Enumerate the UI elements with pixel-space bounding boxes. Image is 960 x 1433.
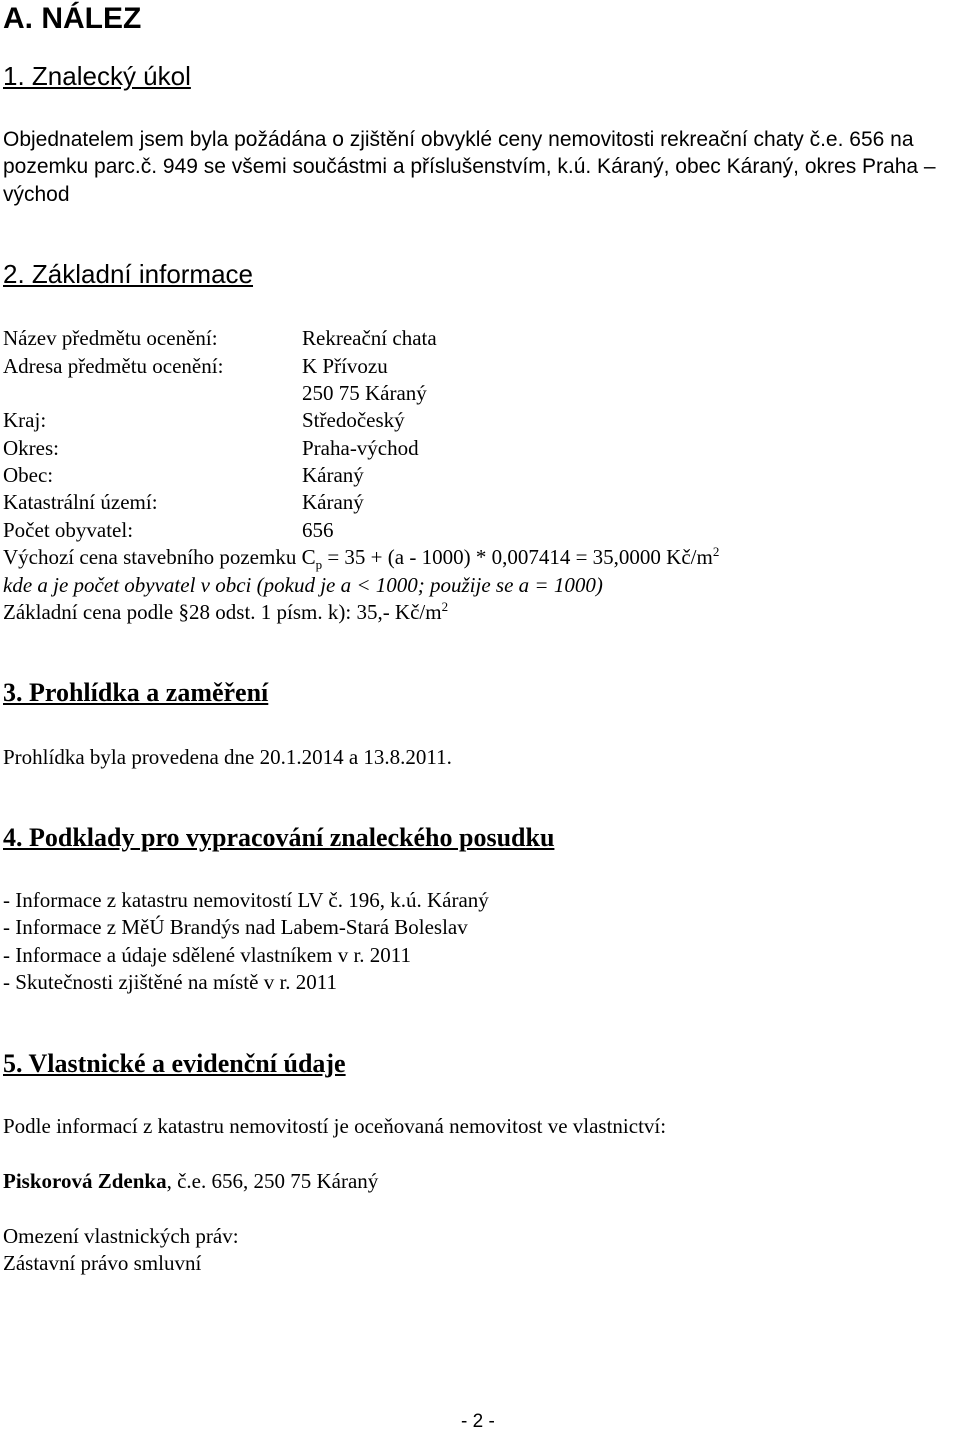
list-item: - Skutečnosti zjištěné na místě v r. 2011 xyxy=(3,970,338,994)
restrictions-value: Zástavní právo smluvní xyxy=(3,1251,202,1275)
base-price-superscript: 2 xyxy=(441,599,449,614)
info-label: Katastrální území: xyxy=(3,490,158,514)
section-1-line-1: Objednatelem jsem byla požádána o zjištění obvyklé ceny nemovitosti rekreační chaty č.e. 656 na xyxy=(3,128,914,151)
section-5-title: 5. Vlastnické a evidenční údaje xyxy=(3,1049,346,1078)
list-item: - Informace z katastru nemovitostí LV č. 196, k.ú. Káraný xyxy=(3,888,489,912)
owner-address: , č.e. 656, 250 75 Káraný xyxy=(166,1169,379,1193)
section-5-intro: Podle informací z katastru nemovitostí je oceňovaná nemovitost ve vlastnictví: xyxy=(3,1114,667,1138)
info-value: Káraný xyxy=(302,463,364,487)
restrictions-label: Omezení vlastnických práv: xyxy=(3,1224,239,1248)
owner-line xyxy=(3,1169,378,1193)
info-value: Středočeský xyxy=(302,408,405,432)
section-1-title: 1. Znalecký úkol xyxy=(3,61,191,91)
page-heading: A. NÁLEZ xyxy=(3,2,142,35)
section-sign: § xyxy=(178,600,190,624)
info-label: Název předmětu ocenění: xyxy=(3,326,218,350)
list-item: - Informace a údaje sdělené vlastníkem v r. 2011 xyxy=(3,943,411,967)
info-label: Adresa předmětu ocenění: xyxy=(3,354,224,378)
base-price xyxy=(3,600,448,624)
base-price-rest: 28 odst. 1 písm. k): 35,- Kč/m xyxy=(189,600,442,624)
price-formula xyxy=(3,544,720,573)
formula-rest: = 35 + (a - 1000) * 0,007414 = 35,0000 Kč/m xyxy=(322,545,713,569)
formula-subscript: p xyxy=(315,557,323,573)
section-1-line-2: pozemku parc.č. 949 se všemi součástmi a příslušenstvím, k.ú. Káraný, obec Káraný, okres Praha – xyxy=(3,155,936,178)
formula-prefix: Výchozí cena stavebního pozemku C xyxy=(3,545,316,569)
info-label: Počet obyvatel: xyxy=(3,518,134,542)
info-value: Rekreační chata xyxy=(302,326,437,350)
info-value: Káraný xyxy=(302,490,364,514)
info-label: Kraj: xyxy=(3,408,47,432)
section-1-line-3: východ xyxy=(3,183,70,206)
section-4-title: 4. Podklady pro vypracování znaleckého posudku xyxy=(3,823,555,852)
section-3-text: Prohlídka byla provedena dne 20.1.2014 a 13.8.2011. xyxy=(3,745,452,769)
section-2-title: 2. Základní informace xyxy=(3,259,254,289)
info-value: K Přívozu xyxy=(302,354,388,378)
info-value: 656 xyxy=(302,518,334,542)
info-label: Obec: xyxy=(3,463,54,487)
page-number: - 2 - xyxy=(461,1411,495,1432)
section-3-title: 3. Prohlídka a zaměření xyxy=(3,678,269,707)
info-value: 250 75 Káraný xyxy=(302,381,427,405)
formula-note: kde a je počet obyvatel v obci (pokud je a < 1000; použije se a = 1000) xyxy=(3,573,603,597)
owner-name: Piskorová Zdenka xyxy=(3,1169,167,1193)
info-value: Praha-východ xyxy=(302,436,419,460)
list-item: - Informace z MěÚ Brandýs nad Labem-Stará Boleslav xyxy=(3,915,468,939)
formula-superscript: 2 xyxy=(712,544,720,559)
base-price-prefix: Základní cena podle xyxy=(3,600,179,624)
info-label: Okres: xyxy=(3,436,59,460)
